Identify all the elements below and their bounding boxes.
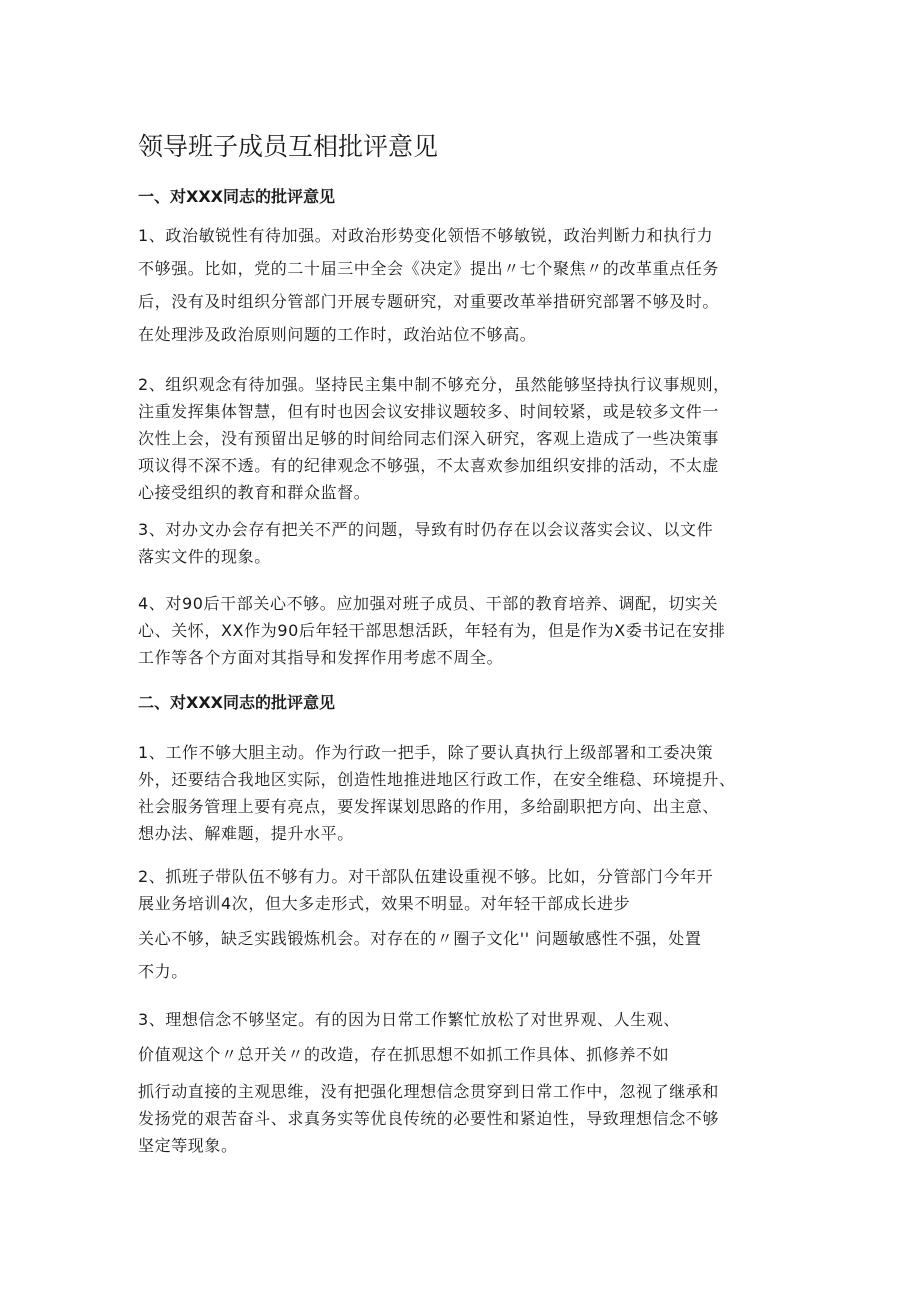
paragraph: 1、工作不够大胆主动。作为行政一把手，除了要认真执行上级部署和工委决策 外，还要结合我地区实际，创造性地推进地区行政工作，在安全维稳、环境提升、 社会服务管理上要有亮点，要发挥谋划思路的作用，多给副职把方向、出主意、 想办法、解难题，提升水平。 <box>138 743 736 843</box>
document-title: 领导班子成员互相批评意见 <box>138 132 439 161</box>
section-heading-2: 二、对XXX同志的批评意见 <box>138 693 336 712</box>
paragraph: 1、政治敏锐性有待加强。对政治形势变化领悟不够敏锐，政治判断力和执行力 不够强。比如，党的二十届三中全会《决定》提出〃七个聚焦〃的改革重点任务 后，没有及时组织分管部门开展专题研究，对重要改革举措研究部署不够及时。 在处理涉及政治原则问题的工作时，政治站位不够高。 <box>138 226 720 344</box>
paragraph: 3、理想信念不够坚定。有的因为日常工作繁忙放松了对世界观、人生观、 <box>138 1010 680 1029</box>
paragraph: 4、对90后干部关心不够。应加强对班子成员、干部的教育培养、调配，切实关 心、关怀，XX作为90后年轻干部思想活跃，年轻有为，但是作为X委书记在安排 工作等各个方面对其指导和发挥作用考虑不周全。 <box>138 594 726 667</box>
paragraph: 3、对办文办会存有把关不严的问题，导致有时仍存在以会议落实会议、以文件 落实文件的现象。 <box>138 520 714 566</box>
paragraph: 2、抓班子带队伍不够有力。对干部队伍建设重视不够。比如，分管部门今年开 展业务培训4次，但大多走形式，效果不明显。对年轻干部成长进步 <box>138 867 714 913</box>
paragraph: 2、组织观念有待加强。坚持民主集中制不够充分，虽然能够坚持执行议事规则， 注重发挥集体智慧，但有时也因会议安排议题较多、时间较紧，或是较多文件一 次性上会，没有预留出足够的时间给同志们深入研究，客观上造成了一些决策事 项议得不深不透。有的纪律观念不够强，不太喜欢参加组织安排的活动，不太虚 心接受组织的教育和群众监督。 <box>138 375 730 502</box>
paragraph: 抓行动直接的主观思维，没有把强化理想信念贯穿到日常工作中，忽视了继承和 发扬党的艰苦奋斗、求真务实等优良传统的必要性和紧迫性，导致理想信念不够 坚定等现象。 <box>138 1082 720 1155</box>
section-heading-1: 一、对XXX同志的批评意见 <box>138 187 336 206</box>
paragraph: 关心不够，缺乏实践锻炼机会。对存在的〃圈子文化'' 问题敏感性不强，处置 不力。 <box>138 929 702 981</box>
paragraph: 价值观这个〃总开关〃的改造，存在抓思想不如抓工作具体、抓修养不如 <box>138 1045 670 1064</box>
